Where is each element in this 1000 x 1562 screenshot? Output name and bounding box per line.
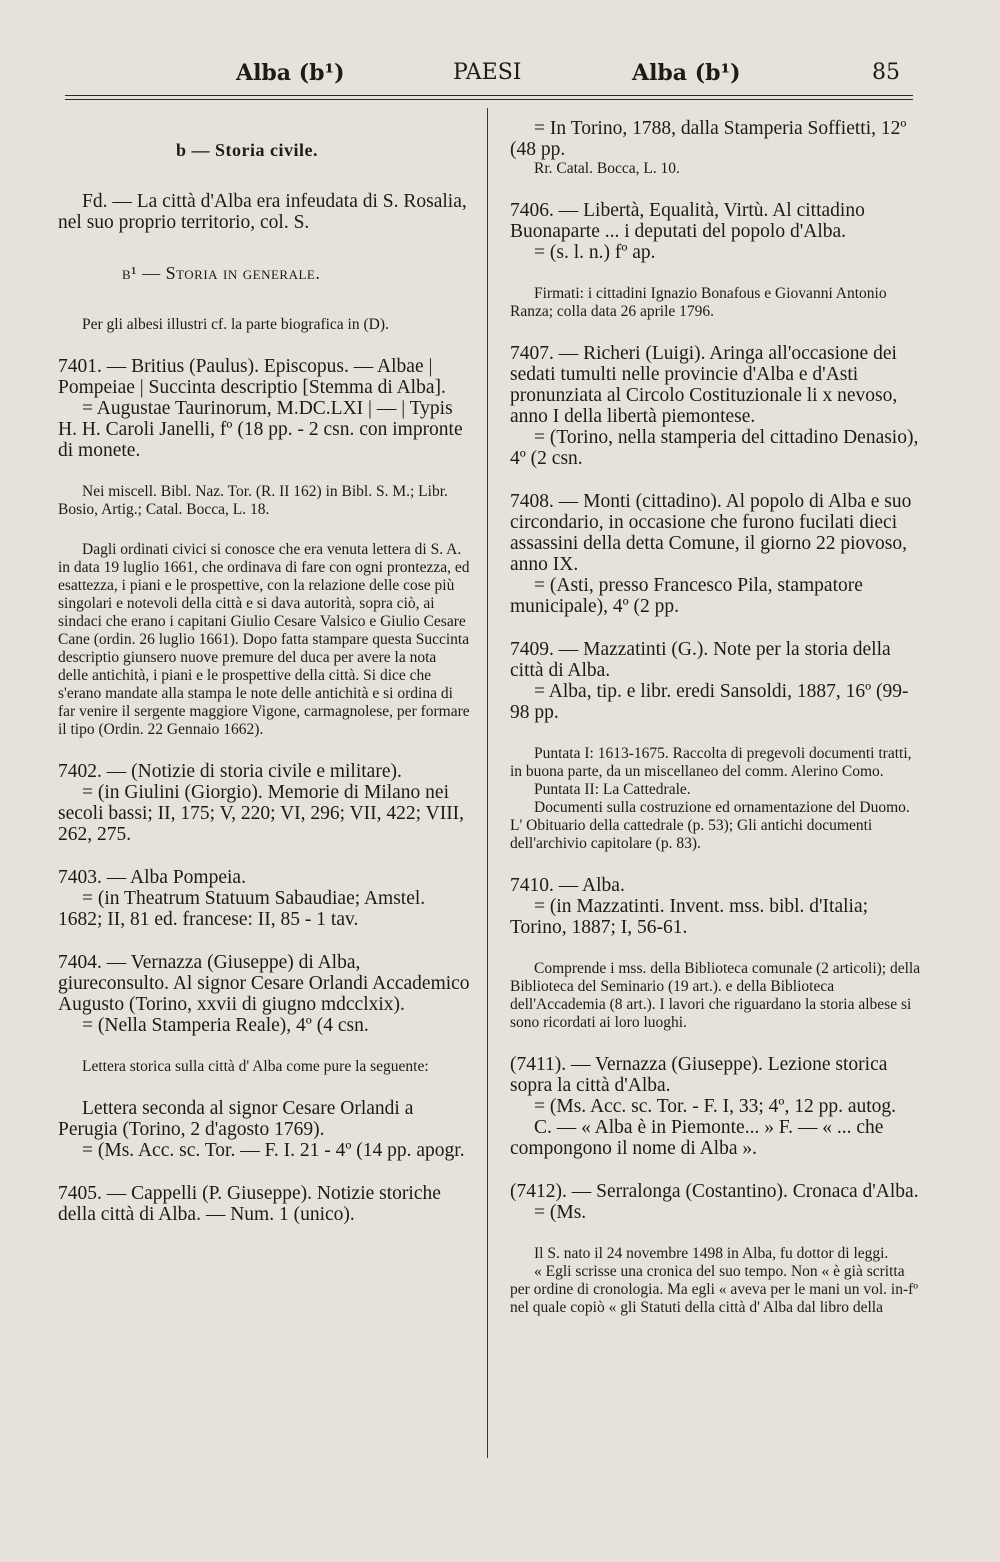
note-paragraph: Dagli ordinati civici si conosce che era venuta lettera di S. A. in data 19 luglio 1661, che ordinava di fare con ogni prontezza, ed esattezza, i piani e le prospettive, con la relazione delle cose più singolari e notevoli della città e si dava autorità, sopra ciò, ai sindaci che erano i capitani Giulio Cesare Valsico e Giulio Cesare Cane (ordin. 26 luglio 1661). Dopo fatta stampare questa Succinta descriptio giunsero nuove premure del duca per avere la nota delle antichità, i piani e le prospettive della città. Si dice che s'erano mandate alla stampa le note delle antichità e si ordina di far venire il sergente maggiore Vigone, carmagnolese, per formare il tipo (Ordin. 22 Gennaio 1662). bbox=[58, 541, 470, 738]
catalog-entry: 7408. — Monti (cittadino). Al popolo di Alba e suo circondario, in occasione che furono fucilati dieci assassini della detta Comune, il giorno 22 piovoso, anno IX. bbox=[510, 491, 912, 575]
entry-imprint: = (Ms. Acc. sc. Tor. - F. I, 33; 4º, 12 pp. autog. bbox=[534, 1096, 897, 1117]
note-paragraph: Rr. Catal. Bocca, L. 10. bbox=[534, 160, 680, 177]
catalog-entry: 7404. — Vernazza (Giuseppe) di Alba, giureconsulto. Al signor Cesare Orlandi Accademico Augusto (Torino, xxvii di giugno mdcclxix). bbox=[58, 952, 470, 1015]
section-heading: b — Storia civile. bbox=[176, 140, 318, 160]
entry-imprint: = (Torino, nella stamperia del cittadino Denasio), 4º (2 csn. bbox=[510, 427, 919, 469]
note-paragraph: Nei miscell. Bibl. Naz. Tor. (R. II 162) in Bibl. S. M.; Libr. Bosio, Artig.; Catal. Bocca, L. 18. bbox=[58, 483, 448, 518]
catalog-entry: 7409. — Mazzatinti (G.). Note per la storia della città di Alba. bbox=[510, 639, 891, 681]
running-header bbox=[0, 50, 1000, 100]
entry-imprint: = (s. l. n.) fº ap. bbox=[534, 242, 656, 263]
entry-imprint: = (Nella Stamperia Reale), 4º (4 csn. bbox=[82, 1015, 369, 1036]
catalog-entry: 7401. — Britius (Paulus). Episcopus. — Albae | Pompeiae | Succinta descriptio [Stemma di Alba]. bbox=[58, 356, 446, 398]
catalog-entry: (7411). — Vernazza (Giuseppe). Lezione storica sopra la città d'Alba. bbox=[510, 1054, 888, 1096]
note-paragraph: Per gli albesi illustri cf. la parte biografica in (D). bbox=[82, 316, 389, 333]
note-quotation: « Egli scrisse una cronica del suo tempo. Non « è già scritta per ordine di cronologia. Ma egli « aveva per le mani un vol. in-fº nel quale copiò « gli Statuti della città d' Alba dal libro della bbox=[510, 1263, 919, 1316]
header-left: Alba (b¹) bbox=[236, 60, 345, 86]
catalog-entry: 7402. — (Notizie di storia civile e militare). bbox=[58, 761, 402, 782]
header-rule-thin bbox=[65, 99, 913, 100]
entry-imprint: = (Ms. Acc. sc. Tor. — F. I. 21 - 4º (14 pp. apogr. bbox=[82, 1140, 465, 1161]
note-paragraph: Lettera storica sulla città d' Alba come pure la seguente: bbox=[82, 1058, 429, 1075]
left-column bbox=[58, 118, 470, 1247]
entry-incipit: C. — « Alba è in Piemonte... » F. — « ... che compongono il nome di Alba ». bbox=[510, 1117, 884, 1159]
catalog-entry: 7410. — Alba. bbox=[510, 875, 625, 896]
entry-imprint: = (in Theatrum Statuum Sabaudiae; Amstel. 1682; II, 81 ed. francese: II, 85 - 1 tav. bbox=[58, 888, 426, 930]
note-paragraph: Puntata II: La Cattedrale. bbox=[534, 781, 691, 798]
entry-imprint: = (Asti, presso Francesco Pila, stampatore municipale), 4º (2 pp. bbox=[510, 575, 863, 617]
entry-paragraph: Fd. — La città d'Alba era infeudata di S. Rosalia, nel suo proprio territorio, col. S. bbox=[58, 191, 467, 233]
catalog-entry: 7403. — Alba Pompeia. bbox=[58, 867, 246, 888]
entry-imprint: = (Ms. bbox=[534, 1202, 587, 1223]
subsection-heading: b¹ — Storia in generale. bbox=[122, 263, 321, 283]
catalog-entry: 7406. — Libertà, Equalità, Virtù. Al cittadino Buonaparte ... i deputati del popolo d'Alba. bbox=[510, 200, 865, 242]
note-paragraph: Comprende i mss. della Biblioteca comunale (2 articoli); della Biblioteca del Seminario (19 art.). e della Biblioteca dell'Accademia (8 art.). I lavori che riguardano la storia albese si sono ricordati ai loro luoghi. bbox=[510, 960, 921, 1031]
catalog-entry: (7412). — Serralonga (Costantino). Cronaca d'Alba. bbox=[510, 1181, 919, 1202]
entry-imprint: = Augustae Taurinorum, M.DC.LXI | — | Typis H. H. Caroli Janelli, fº (18 pp. - 2 csn. con impronte di monete. bbox=[58, 398, 463, 461]
right-column bbox=[510, 118, 922, 1339]
note-paragraph: Firmati: i cittadini Ignazio Bonafous e Giovanni Antonio Ranza; colla data 26 aprile 1796. bbox=[510, 285, 887, 320]
note-paragraph: Documenti sulla costruzione ed ornamentazione del Duomo. L' Obituario della cattedrale (p. 53); Gli antichi documenti dell'archivio capitolare (p. 83). bbox=[510, 799, 910, 852]
header-center: PAESI bbox=[453, 60, 522, 85]
entry-paragraph: Lettera seconda al signor Cesare Orlandi a Perugia (Torino, 2 d'agosto 1769). bbox=[58, 1098, 414, 1140]
note-paragraph: Puntata I: 1613-1675. Raccolta di pregevoli documenti tratti, in buona parte, da un miscellaneo del comm. Alerino Como. bbox=[510, 745, 912, 780]
header-rule bbox=[65, 95, 913, 96]
column-divider bbox=[487, 108, 488, 1458]
page-number: 85 bbox=[872, 60, 900, 85]
entry-imprint: = Alba, tip. e libr. eredi Sansoldi, 1887, 16º (99-98 pp. bbox=[510, 681, 909, 723]
entry-imprint: = (in Giulini (Giorgio). Memorie di Milano nei secoli bassi; II, 175; V, 220; VI, 296; VII, 422; VIII, 262, 275. bbox=[58, 782, 465, 845]
entry-imprint: = (in Mazzatinti. Invent. mss. bibl. d'Italia; Torino, 1887; I, 56-61. bbox=[510, 896, 869, 938]
header-right: Alba (b¹) bbox=[632, 60, 741, 86]
note-paragraph: Il S. nato il 24 novembre 1498 in Alba, fu dottor di leggi. bbox=[534, 1245, 889, 1262]
catalog-entry: 7407. — Richeri (Luigi). Aringa all'occasione dei sedati tumulti nelle provincie d'Alba e d'Asti pronunziata al Circolo Costituzionale li x nevoso, anno I della libertà piemontese. bbox=[510, 343, 898, 427]
entry-imprint: = In Torino, 1788, dalla Stamperia Soffietti, 12º (48 pp. bbox=[510, 118, 907, 160]
catalog-entry: 7405. — Cappelli (P. Giuseppe). Notizie storiche della città di Alba. — Num. 1 (unico). bbox=[58, 1183, 441, 1225]
